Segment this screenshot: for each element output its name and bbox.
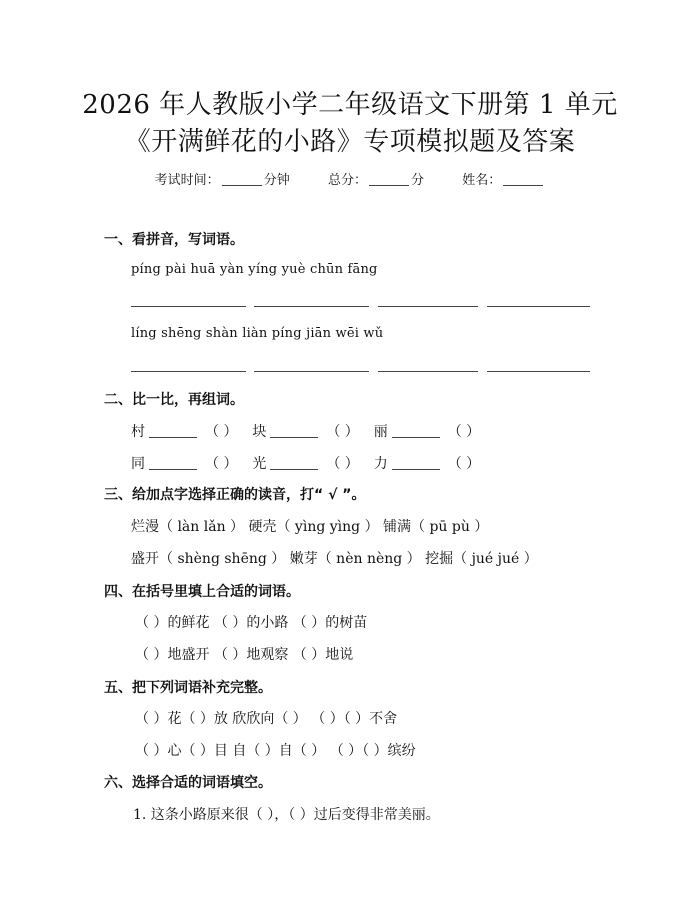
compare-blank[interactable] xyxy=(149,425,197,438)
section-3-heading: 三、给加点字选择正确的读音，打“ √ ”。 xyxy=(104,487,366,503)
section-5-heading: 五、把下列词语补充完整。 xyxy=(104,680,272,696)
compare-char: 光 xyxy=(252,456,267,472)
paren: （ ） xyxy=(326,456,359,472)
question-1: 1. 这条小路原来很（ ），（ ）过后变得非常美丽。 xyxy=(133,807,440,823)
document-title-line1: 2026 年人教版小学二年级语文下册第 1 单元 xyxy=(82,90,618,120)
answer-line[interactable] xyxy=(378,371,478,372)
paren: （ ） xyxy=(205,424,238,440)
pronunciation-row-1: 烂漫（ làn lǎn ） 硬壳（ yìng yìng ） 铺满（ pū pù ） xyxy=(131,519,489,535)
exam-meta xyxy=(0,169,700,188)
compare-blank[interactable] xyxy=(392,425,440,438)
compare-char: 力 xyxy=(373,456,388,472)
section-4-heading: 四、在括号里填上合适的词语。 xyxy=(104,584,300,600)
fill-row-2: （ ）地盛开 （ ）地观察 （ ）地说 xyxy=(135,647,354,663)
compare-blank[interactable] xyxy=(270,457,318,470)
complete-row-2: （ ）心（ ）目 自（ ）自（ ） （ ）（ ）缤纷 xyxy=(135,743,416,759)
answer-line[interactable] xyxy=(378,306,478,307)
time-blank[interactable] xyxy=(222,174,262,186)
complete-row-1: （ ）花（ ）放 欣欣向（ ） （ ）（ ）不舍 xyxy=(135,711,398,727)
compare-row-2 xyxy=(131,453,480,473)
score-label: 总分： xyxy=(327,173,367,188)
name-label: 姓名： xyxy=(462,173,502,188)
compare-char: 村 xyxy=(131,424,145,440)
answer-line[interactable] xyxy=(131,306,246,307)
pinyin-row-1: píng pài huā yàn yíng yuè chūn fāng xyxy=(131,262,378,277)
name-blank[interactable] xyxy=(503,174,543,186)
time-unit: 分钟 xyxy=(263,173,290,188)
compare-char: 同 xyxy=(131,456,145,472)
compare-blank[interactable] xyxy=(392,457,440,470)
paren: （ ） xyxy=(205,456,238,472)
pronunciation-row-2: 盛开（ shèng shēng ） 嫩芽（ nèn nèng ） 挖掘（ jué jué ） xyxy=(131,551,538,567)
answer-line[interactable] xyxy=(131,371,246,372)
compare-blank[interactable] xyxy=(270,425,318,438)
paren: （ ） xyxy=(447,456,481,472)
answer-line[interactable] xyxy=(254,371,369,372)
compare-char: 块 xyxy=(252,424,267,440)
answer-line[interactable] xyxy=(254,306,369,307)
time-label: 考试时间： xyxy=(154,173,220,188)
fill-row-1: （ ）的鲜花 （ ）的小路 （ ）的树苗 xyxy=(135,615,368,631)
document-title-line2: 《开满鲜花的小路》专项模拟题及答案 xyxy=(124,127,576,157)
score-blank[interactable] xyxy=(369,174,409,186)
answer-line[interactable] xyxy=(487,371,590,372)
section-2-heading: 二、比一比，再组词。 xyxy=(104,392,244,408)
paren: （ ） xyxy=(326,424,359,440)
section-1-heading: 一、看拼音，写词语。 xyxy=(104,232,244,248)
section-6-heading: 六、选择合适的词语填空。 xyxy=(104,775,272,791)
paren: （ ） xyxy=(447,424,481,440)
pinyin-row-2: líng shēng shàn liàn píng jiān wēi wǔ xyxy=(131,326,384,341)
score-unit: 分 xyxy=(411,173,425,188)
compare-row-1 xyxy=(131,421,480,441)
answer-line[interactable] xyxy=(487,306,590,307)
compare-char: 丽 xyxy=(373,424,388,440)
compare-blank[interactable] xyxy=(149,457,197,470)
